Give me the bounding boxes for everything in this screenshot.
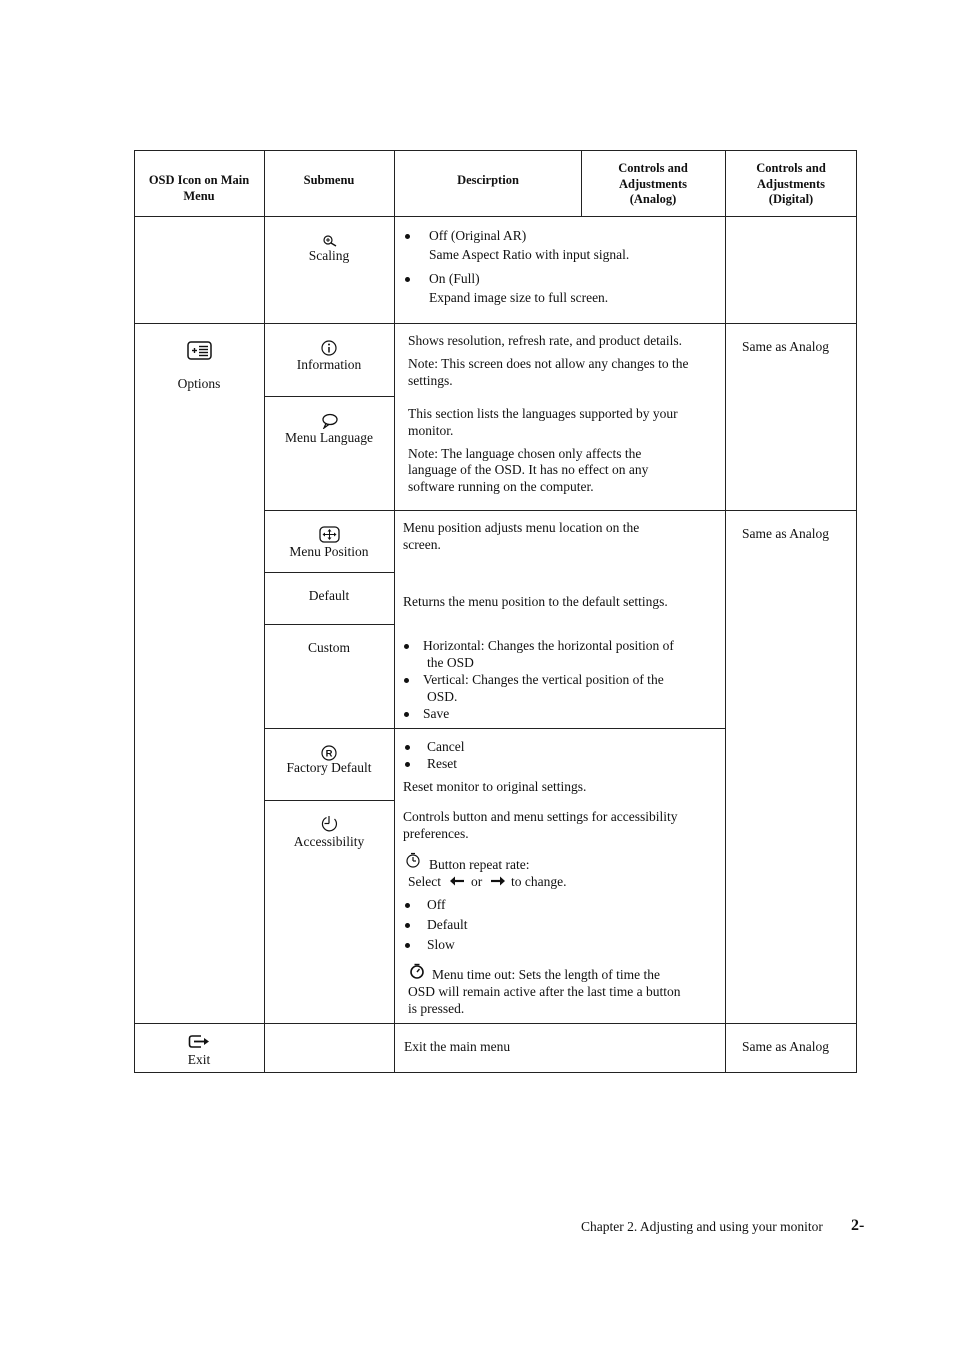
menu-position-desc: Menu position adjusts menu location on the — [403, 520, 640, 535]
timeout-desc: Menu time out: Sets the length of time the — [432, 967, 660, 982]
col-divider — [394, 150, 395, 1073]
accessibility-desc: Controls button and menu settings for accessibility — [403, 809, 678, 824]
accessibility-label: Accessibility — [293, 834, 365, 849]
header-submenu: Submenu — [303, 173, 355, 187]
information-note: Note: This screen does not allow any changes to the — [408, 356, 689, 371]
menu-position-label: Menu Position — [289, 544, 369, 559]
bullet — [405, 762, 410, 767]
information-note: settings. — [408, 373, 453, 388]
svg-text:R: R — [325, 748, 333, 760]
custom-vertical: OSD. — [427, 689, 458, 704]
select-word: Select — [408, 874, 441, 889]
scaling-label: Scaling — [308, 248, 350, 263]
or-word: or — [471, 874, 483, 889]
accessibility-timer-icon — [320, 815, 338, 833]
menu-language-desc: monitor. — [408, 423, 454, 438]
bullet — [405, 923, 410, 928]
row-divider — [134, 1023, 857, 1024]
zoom-icon — [322, 235, 338, 247]
info-icon — [321, 340, 337, 356]
speech-bubble-icon — [321, 413, 338, 429]
factory-cancel: Cancel — [427, 739, 465, 754]
scaling-off-title: Off (Original AR) — [429, 228, 527, 243]
custom-save: Save — [423, 706, 450, 721]
custom-label: Custom — [307, 640, 350, 655]
timeout-clock-icon — [409, 963, 425, 979]
bullet — [405, 943, 410, 948]
factory-default-label: Factory Default — [286, 760, 372, 775]
header-divider — [134, 216, 857, 217]
bullet — [404, 712, 409, 717]
move-arrows-icon — [319, 526, 340, 543]
table-border-left — [134, 150, 135, 1073]
chapter-footer: Chapter 2. Adjusting and using your monitor — [581, 1219, 823, 1234]
bullet — [405, 234, 410, 239]
factory-reset: Reset — [427, 756, 457, 771]
menu-language-note: language of the OSD. It has no effect on any — [408, 462, 649, 477]
menu-position-desc: screen. — [403, 537, 441, 552]
exit-digital: Same as Analog — [742, 1039, 829, 1054]
table-border-bottom — [134, 1072, 857, 1073]
bullet — [405, 277, 410, 282]
header-digital: Controls and Adjustments (Digital) — [756, 161, 826, 206]
menu-position-digital: Same as Analog — [742, 526, 829, 541]
menu-language-label: Menu Language — [284, 430, 374, 445]
row-divider — [134, 323, 857, 324]
header-osd-icon: OSD Icon on Main Menu — [148, 173, 250, 203]
row-divider — [264, 800, 395, 801]
exit-label: Exit — [187, 1052, 211, 1067]
arrow-left-icon — [449, 875, 465, 887]
row-divider — [264, 396, 395, 397]
bullet — [404, 678, 409, 683]
row-divider — [264, 572, 395, 573]
row-divider — [264, 728, 726, 729]
repeat-option: Default — [427, 917, 468, 932]
bullet — [405, 745, 410, 750]
scaling-off-desc: Same Aspect Ratio with input signal. — [429, 247, 630, 262]
custom-vertical: Vertical: Changes the vertical position of the — [423, 672, 664, 687]
table-border-top — [134, 150, 857, 151]
information-desc: Shows resolution, refresh rate, and product details. — [408, 333, 683, 348]
bullet — [405, 903, 410, 908]
to-change: to change. — [511, 874, 567, 889]
header-description: Descirption — [457, 173, 519, 187]
options-label: Options — [177, 376, 221, 391]
information-label: Information — [296, 357, 362, 372]
repeat-option: Slow — [427, 937, 455, 952]
menu-language-note: Note: The language chosen only affects the — [408, 446, 642, 461]
scaling-on-title: On (Full) — [429, 271, 480, 286]
custom-horizontal: the OSD — [427, 655, 474, 670]
row-divider — [264, 624, 395, 625]
exit-icon — [188, 1034, 210, 1049]
col-divider — [581, 150, 582, 217]
factory-desc: Reset monitor to original settings. — [403, 779, 587, 794]
default-label: Default — [308, 588, 350, 603]
options-list-icon — [187, 341, 212, 360]
timeout-desc: OSD will remain active after the last time a button — [408, 984, 681, 999]
bullet — [404, 644, 409, 649]
custom-horizontal: Horizontal: Changes the horizontal position of — [423, 638, 674, 653]
repeat-timer-icon — [405, 852, 421, 868]
repeat-rate-label: Button repeat rate: — [429, 857, 530, 872]
scaling-on-desc: Expand image size to full screen. — [429, 290, 609, 305]
header-analog: Controls and Adjustments (Analog) — [618, 161, 688, 206]
information-digital: Same as Analog — [742, 339, 829, 354]
page-number: 2- — [851, 1217, 865, 1234]
menu-language-note: software running on the computer. — [408, 479, 594, 494]
table-border-right — [856, 150, 857, 1073]
arrow-right-icon — [490, 875, 506, 887]
default-desc: Returns the menu position to the default settings. — [403, 594, 668, 609]
col-divider — [725, 150, 726, 1073]
timeout-desc: is pressed. — [408, 1001, 465, 1016]
repeat-option: Off — [427, 897, 446, 912]
accessibility-desc: preferences. — [403, 826, 469, 841]
exit-desc: Exit the main menu — [404, 1039, 511, 1054]
col-divider — [264, 150, 265, 1073]
menu-language-desc: This section lists the languages supported by your — [408, 406, 678, 421]
row-divider — [264, 510, 857, 511]
